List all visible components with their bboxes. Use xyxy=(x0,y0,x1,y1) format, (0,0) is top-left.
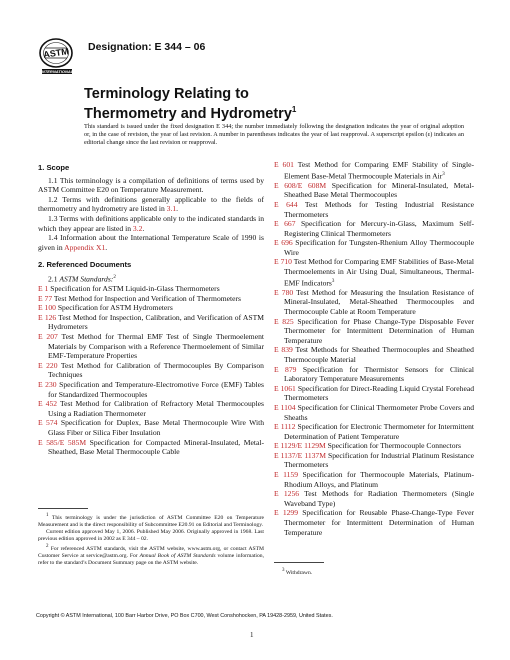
scope-1-3 xyxy=(38,214,264,233)
period: . xyxy=(105,242,108,252)
scope-1-4-text: 1.4 Information about the International Temperature Scale of 1990 is given in xyxy=(38,233,264,252)
column-left xyxy=(38,160,264,457)
reference-title: Specification for Thermistor Sensors for Clinical Laboratory Temperature Measurements xyxy=(284,364,474,384)
footnote-1-text: This terminology is under the jurisdiction of ASTM Committee E20 on Temperature Measurement and is the direct responsibility of Subcommittee E20.91 on Editorial and Terminology. xyxy=(38,514,264,528)
period: . xyxy=(176,204,179,214)
scope-1-3-text: 1.3 Terms with definitions applicable only to the indicated standards in which they appear are listed in xyxy=(38,213,264,233)
reference-title: Specification for Reusable Phase-Change-Type Fever Thermometer for Intermittent Determination of Human Temperature xyxy=(284,508,474,537)
reference-title: Test Methods for Radiation Thermometers (Single Waveband Type) xyxy=(284,489,474,508)
reference-title: Specification for Thermocouple Connectors xyxy=(325,441,461,451)
reference-item xyxy=(274,470,474,489)
footnote-mark: 3 xyxy=(331,278,335,284)
reference-item xyxy=(274,508,474,537)
reference-link[interactable]: E 220 xyxy=(38,360,58,370)
reference-item xyxy=(274,403,474,422)
reference-title: Test Method for Comparing EMF Stabilities of Base-Metal Thermoelements in Air Using Dual, Simultaneous, Thermal-EMF Indicators xyxy=(284,257,474,288)
footnote-rule-right xyxy=(274,562,324,563)
reference-link[interactable]: E 667 xyxy=(274,219,296,229)
reference-title: Test Method for Calibration of Thermocouples By Comparison Techniques xyxy=(48,360,264,380)
reference-item xyxy=(38,399,264,418)
reference-title: Specification and Temperature-Electromotive Force (EMF) Tables for Standardized Thermocouples xyxy=(48,380,264,399)
copyright-line: Copyright © ASTM International, 100 Barr Harbor Drive, PO Box C700, West Conshohocken, PA 19428-2959, United States. xyxy=(36,613,333,619)
reference-link[interactable]: E 879 xyxy=(274,364,297,374)
reference-link[interactable]: E 1061 xyxy=(274,383,296,393)
reference-link[interactable]: E 230 xyxy=(38,380,57,389)
footnote-1-edition: Current edition approved May 1, 2006. Published May 2006. Originally approved in 1968. Last previous edition approved in 2002 as E 344 – 02. xyxy=(38,528,264,542)
reference-title: Test Method for Thermal EMF Test of Single Thermoelement Materials by Comparison with a Reference Thermoelement of Similar EMF-Temperature Properties xyxy=(48,332,264,361)
reference-link[interactable]: E 601 xyxy=(274,160,294,169)
title-line-2 xyxy=(84,102,444,122)
footnote-2-mark: 2 xyxy=(46,543,49,549)
footnote-mark: 2 xyxy=(113,274,116,280)
reference-link[interactable]: E 1137/E 1137M xyxy=(274,450,326,460)
reference-item xyxy=(274,451,474,470)
reference-item xyxy=(38,361,264,380)
reference-item xyxy=(38,438,264,457)
reference-item xyxy=(38,294,264,304)
section-heading-scope: 1. Scope xyxy=(38,163,70,172)
footnote-mark: 3 xyxy=(442,171,445,177)
reference-link[interactable]: E 608/E 608M xyxy=(274,180,327,190)
subheading-number: 2.1 xyxy=(48,274,60,284)
footnote-2 xyxy=(38,543,264,567)
reference-item xyxy=(274,257,474,287)
title-footnote-mark: 1 xyxy=(291,105,297,114)
reference-title: Specification for Clinical Thermometer Probe Covers and Sheaths xyxy=(284,402,474,422)
reference-title: Specification for Electronic Thermometer for Intermittent Determination of Patient Temperature xyxy=(284,422,474,441)
footnote-2-text: For referenced ASTM standards, visit the ASTM website, www.astm.org, or contact ASTM Customer Service at service@astm.org. For xyxy=(38,545,265,559)
reference-item xyxy=(274,365,474,384)
footnote-2-italic: Annual Book of ASTM Standards xyxy=(139,552,216,559)
reference-link[interactable]: E 452 xyxy=(38,399,58,409)
reference-item xyxy=(274,422,474,441)
reference-link[interactable]: E 100 xyxy=(38,303,56,313)
reference-title: Specification for Mercury-in-Glass, Maximum Self-Registering Clinical Thermometers xyxy=(284,219,474,238)
reference-item xyxy=(274,238,474,257)
intro-paragraph: This standard is issued under the fixed designation E 344; the number immediately following the designation indicates the year of original adoption or, in the case of revision, the year of last revision. A number in parentheses indicates the year of last reapproval. A superscript epsilon (ε) indicates an editorial change since the last revision or reapproval. xyxy=(84,123,464,146)
reference-item xyxy=(274,288,474,317)
scope-1-2 xyxy=(38,195,264,214)
reference-title: Specification for Mineral-Insulated, Metal-Sheathed Base Metal Thermocouples xyxy=(284,180,474,200)
svg-text:INTERNATIONAL: INTERNATIONAL xyxy=(40,69,74,75)
reference-link[interactable]: E 574 xyxy=(38,418,58,428)
reference-item xyxy=(274,489,474,508)
reference-link[interactable]: E 1299 xyxy=(274,508,299,518)
reference-title: Specification for Duplex, Base Metal Thermocouple Wire With Glass Fiber or Silica Fiber Insulation xyxy=(48,418,265,437)
link-3-2[interactable]: 3.2 xyxy=(132,223,143,233)
reference-list-right xyxy=(274,160,474,537)
reference-item xyxy=(274,219,474,238)
reference-title: Test Method for Measuring the Insulation Resistance of Mineral-Insulated, Metal-Sheathed Thermocouples and Thermocouple Cable at Room Temperature xyxy=(284,287,475,316)
link-appendix-x1[interactable]: Appendix X1 xyxy=(64,242,106,252)
reference-title: Specification for Phase Change-Type Disposable Fever Thermometer for Intermittent Determination of Human Temperature xyxy=(284,316,474,345)
reference-item xyxy=(274,441,474,451)
designation: Designation: E 344 – 06 xyxy=(88,41,206,53)
reference-link[interactable]: E 126 xyxy=(38,312,57,322)
reference-link[interactable]: E 1 xyxy=(38,284,49,294)
reference-link[interactable]: E 1159 xyxy=(274,470,299,480)
reference-item xyxy=(274,181,474,200)
reference-item xyxy=(274,317,474,346)
reference-link[interactable]: E 1104 xyxy=(274,402,296,412)
reference-link[interactable]: E 696 xyxy=(274,238,293,248)
astm-standards-subheading xyxy=(38,273,264,284)
footnote-rule-left xyxy=(38,508,88,509)
reference-title: Test Methods for Testing Industrial Resistance Thermometers xyxy=(284,199,474,219)
svg-text:ASTM: ASTM xyxy=(42,46,70,60)
footnote-3-text: Withdrawn. xyxy=(285,569,313,576)
astm-logo xyxy=(36,36,82,76)
column-right xyxy=(274,160,474,537)
reference-link[interactable]: E 780 xyxy=(274,287,294,297)
reference-title: Test Methods for Sheathed Thermocouples and Sheathed Thermocouple Material xyxy=(284,345,474,364)
scope-1-2-text: 1.2 Terms with definitions generally applicable to the fields of thermometry and hydrometry are listed in xyxy=(38,194,264,214)
reference-item xyxy=(38,332,264,361)
footnote-1-mark: 1 xyxy=(46,513,49,518)
reference-link[interactable]: E 710 xyxy=(274,257,292,267)
footnote-3 xyxy=(282,567,472,577)
reference-title: Specification for Industrial Platinum Resistance Thermometers xyxy=(284,450,474,470)
period: . xyxy=(142,223,145,233)
reference-title: Test Method for Inspection, Calibration, and Verification of ASTM Hydrometers xyxy=(48,312,264,332)
reference-title: Specification for ASTM Liquid-in-Glass Thermometers xyxy=(48,284,220,294)
reference-link[interactable]: E 1112 xyxy=(274,422,296,432)
link-3-1[interactable]: 3.1 xyxy=(166,204,177,214)
footnote-2-text-end: volume information, refer to the standard’s Document Summary page on the ASTM website. xyxy=(38,552,264,566)
title-text: Thermometry and Hydrometry xyxy=(84,105,292,122)
reference-title: Test Method for Calibration of Refractory Metal Thermocouples Using a Radiation Thermometer xyxy=(48,399,264,418)
reference-item xyxy=(38,303,264,313)
reference-link[interactable]: E 1256 xyxy=(274,489,300,499)
title-line-1: Terminology Relating to xyxy=(84,86,249,102)
page-number: 1 xyxy=(250,631,254,639)
reference-title: Specification for Thermocouple Materials, Platinum-Rhodium Alloys, and Platinum xyxy=(284,470,474,489)
subheading-text: ASTM Standards: xyxy=(59,274,114,284)
reference-item xyxy=(38,284,264,294)
reference-link[interactable]: E 585/E 585M xyxy=(38,437,87,447)
reference-item xyxy=(274,384,474,403)
reference-title: Specification for Tungsten-Rhenium Alloy Thermocouple Wire xyxy=(284,238,474,257)
reference-item xyxy=(38,418,264,437)
reference-link[interactable]: E 1129/E 1129M xyxy=(274,441,326,451)
reference-item xyxy=(38,313,264,332)
reference-item xyxy=(274,345,474,364)
reference-link[interactable]: E 839 xyxy=(274,345,293,355)
reference-item xyxy=(274,200,474,219)
reference-list-left xyxy=(38,284,264,457)
reference-title: Specification for Compacted Mineral-Insulated, Metal-Sheathed, Base Metal Thermocouple Cable xyxy=(48,437,264,457)
section-heading-referenced-documents: 2. Referenced Documents xyxy=(38,260,132,270)
scope-1-4 xyxy=(38,233,264,252)
reference-item xyxy=(274,160,474,181)
document-title xyxy=(84,86,444,122)
scope-1-1: 1.1 This terminology is a compilation of definitions of terms used by ASTM Committee E20 on Temperature Measurement. xyxy=(38,175,264,195)
footnotes-left xyxy=(38,512,264,567)
reference-link[interactable]: E 644 xyxy=(274,199,298,209)
reference-link[interactable]: E 207 xyxy=(38,332,58,342)
reference-title: Specification for Direct-Reading Liquid Crystal Forehead Thermometers xyxy=(284,383,474,403)
reference-title: Specification for ASTM Hydrometers xyxy=(55,303,173,313)
footnote-3-mark: 3 xyxy=(282,568,285,573)
reference-item xyxy=(38,380,264,399)
reference-link[interactable]: E 77 xyxy=(38,293,53,303)
reference-title: Test Method for Comparing EMF Stability of Single-Element Base-Metal Thermocouple Materials in Air xyxy=(284,160,474,181)
reference-link[interactable]: E 825 xyxy=(274,316,294,326)
footnote-1 xyxy=(38,512,264,529)
reference-title: Test Method for Inspection and Verification of Thermometers xyxy=(52,293,241,303)
